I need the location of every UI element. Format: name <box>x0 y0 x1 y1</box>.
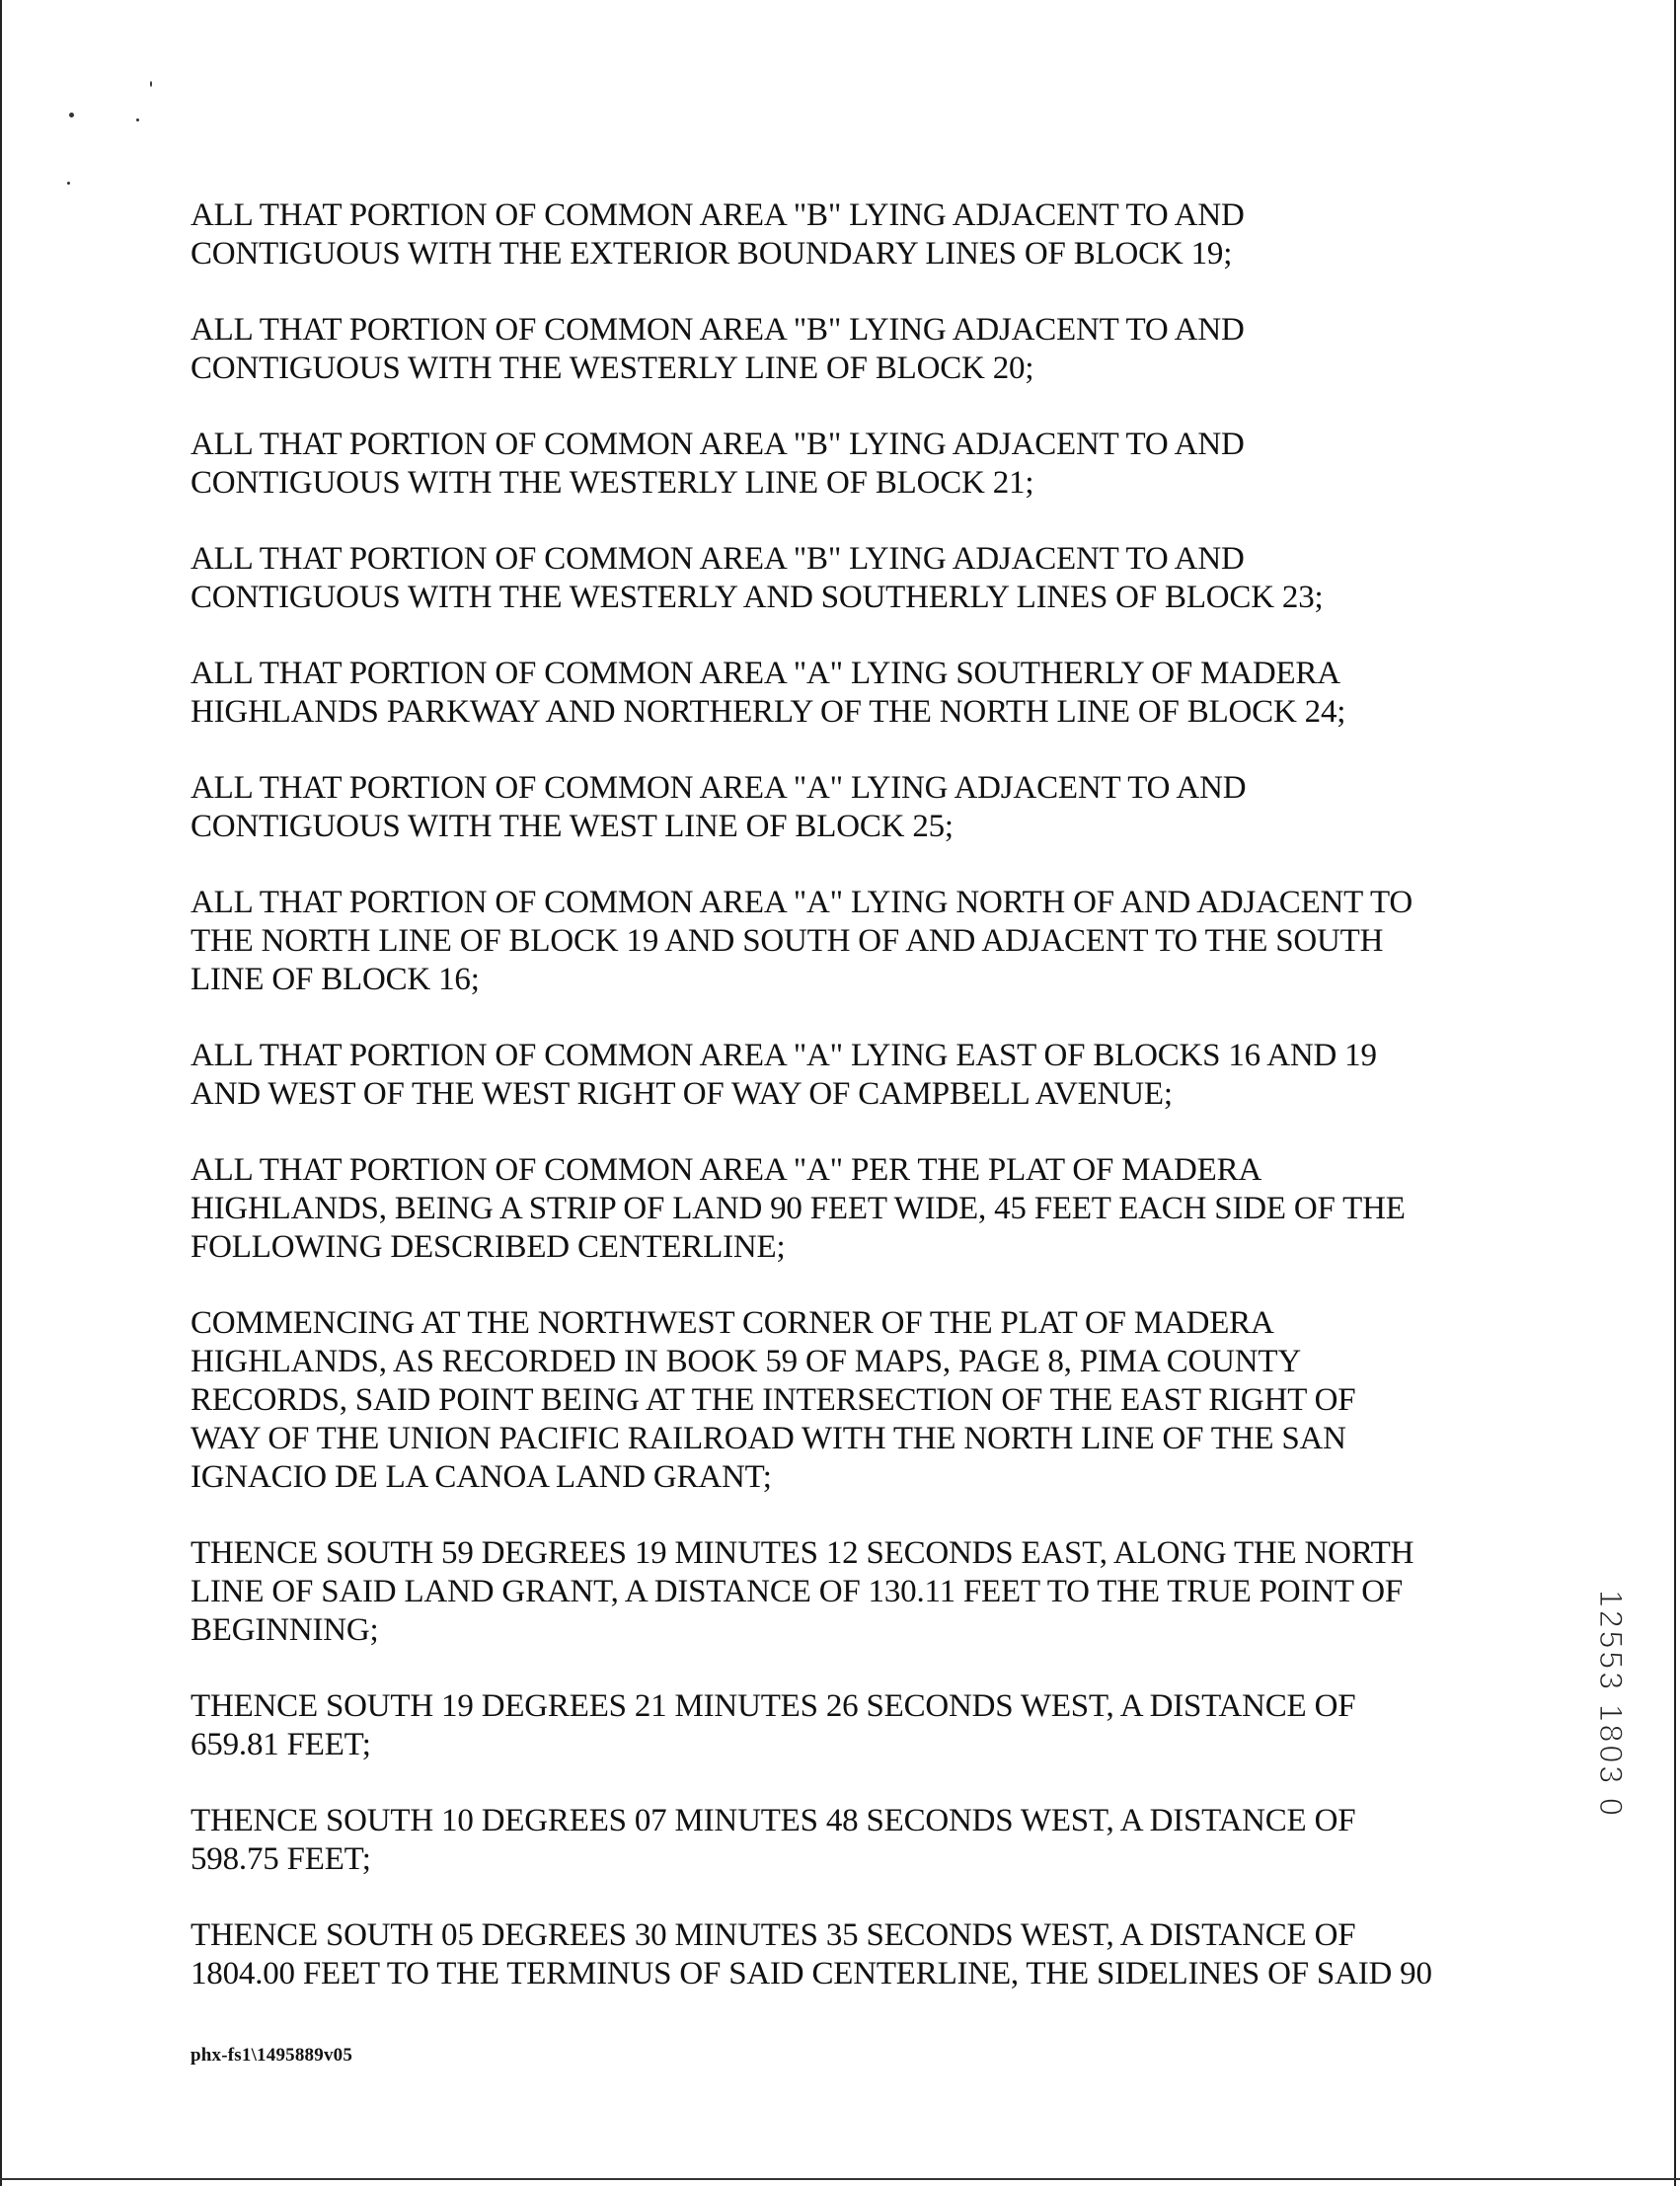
scan-speck <box>67 182 70 185</box>
paragraph: THENCE SOUTH 05 DEGREES 30 MINUTES 35 SECONDS WEST, A DISTANCE OF 1804.00 FEET TO THE TERMINUS OF SAID CENTERLINE, THE SIDELINES OF SAID 90 <box>191 1917 1432 1991</box>
recording-stamp-number: 12553 1803 0 <box>1593 1590 1629 1819</box>
paragraph: ALL THAT PORTION OF COMMON AREA "A" PER THE PLAT OF MADERA HIGHLANDS, BEING A STRIP OF LAND 90 FEET WIDE, 45 FEET EACH SIDE OF THE FOLLOWING DESCRIBED CENTERLINE; <box>191 1152 1406 1265</box>
bottom-edge-line <box>0 2178 1680 2180</box>
scan-speck <box>136 118 139 121</box>
right-edge-line <box>1674 0 1676 2186</box>
left-edge-line <box>0 0 2 2186</box>
paragraph: ALL THAT PORTION OF COMMON AREA "A" LYING NORTH OF AND ADJACENT TO THE NORTH LINE OF BLOCK 19 AND SOUTH OF AND ADJACENT TO THE SOUTH LINE OF BLOCK 16; <box>191 885 1413 997</box>
paragraph: ALL THAT PORTION OF COMMON AREA "B" LYING ADJACENT TO AND CONTIGUOUS WITH THE EXTERIOR BOUNDARY LINES OF BLOCK 19; <box>191 197 1245 272</box>
paragraph: THENCE SOUTH 10 DEGREES 07 MINUTES 48 SECONDS WEST, A DISTANCE OF 598.75 FEET; <box>191 1803 1356 1877</box>
paragraph: ALL THAT PORTION OF COMMON AREA "A" LYING SOUTHERLY OF MADERA HIGHLANDS PARKWAY AND NORTHERLY OF THE NORTH LINE OF BLOCK 24; <box>191 656 1346 730</box>
scan-speck <box>150 81 152 87</box>
paragraph: ALL THAT PORTION OF COMMON AREA "B" LYING ADJACENT TO AND CONTIGUOUS WITH THE WESTERLY AND SOUTHERLY LINES OF BLOCK 23; <box>191 541 1324 615</box>
paragraph: ALL THAT PORTION OF COMMON AREA "B" LYING ADJACENT TO AND CONTIGUOUS WITH THE WESTERLY LINE OF BLOCK 21; <box>191 427 1245 501</box>
paragraph: ALL THAT PORTION OF COMMON AREA "B" LYING ADJACENT TO AND CONTIGUOUS WITH THE WESTERLY LINE OF BLOCK 20; <box>191 312 1245 386</box>
paragraph: ALL THAT PORTION OF COMMON AREA "A" LYING ADJACENT TO AND CONTIGUOUS WITH THE WEST LINE OF BLOCK 25; <box>191 770 1247 844</box>
paragraph: COMMENCING AT THE NORTHWEST CORNER OF THE PLAT OF MADERA HIGHLANDS, AS RECORDED IN BOOK 59 OF MAPS, PAGE 8, PIMA COUNTY RECORDS, SAID POINT BEING AT THE INTERSECTION OF THE EAST RIGHT OF WAY OF THE UNION PACIFIC RAILROAD WITH THE NORTH LINE OF THE SAN IGNACIO DE LA CANOA LAND GRANT; <box>191 1305 1356 1495</box>
legal-description-body <box>191 196 1493 2031</box>
paragraph: THENCE SOUTH 19 DEGREES 21 MINUTES 26 SECONDS WEST, A DISTANCE OF 659.81 FEET; <box>191 1688 1356 1762</box>
paragraph: THENCE SOUTH 59 DEGREES 19 MINUTES 12 SECONDS EAST, ALONG THE NORTH LINE OF SAID LAND GRANT, A DISTANCE OF 130.11 FEET TO THE TRUE POINT OF BEGINNING; <box>191 1535 1414 1648</box>
document-id-footer: phx-fs1\1495889v05 <box>191 2045 353 2066</box>
paragraph: ALL THAT PORTION OF COMMON AREA "A" LYING EAST OF BLOCKS 16 AND 19 AND WEST OF THE WEST RIGHT OF WAY OF CAMPBELL AVENUE; <box>191 1038 1377 1112</box>
scan-speck <box>69 113 74 117</box>
